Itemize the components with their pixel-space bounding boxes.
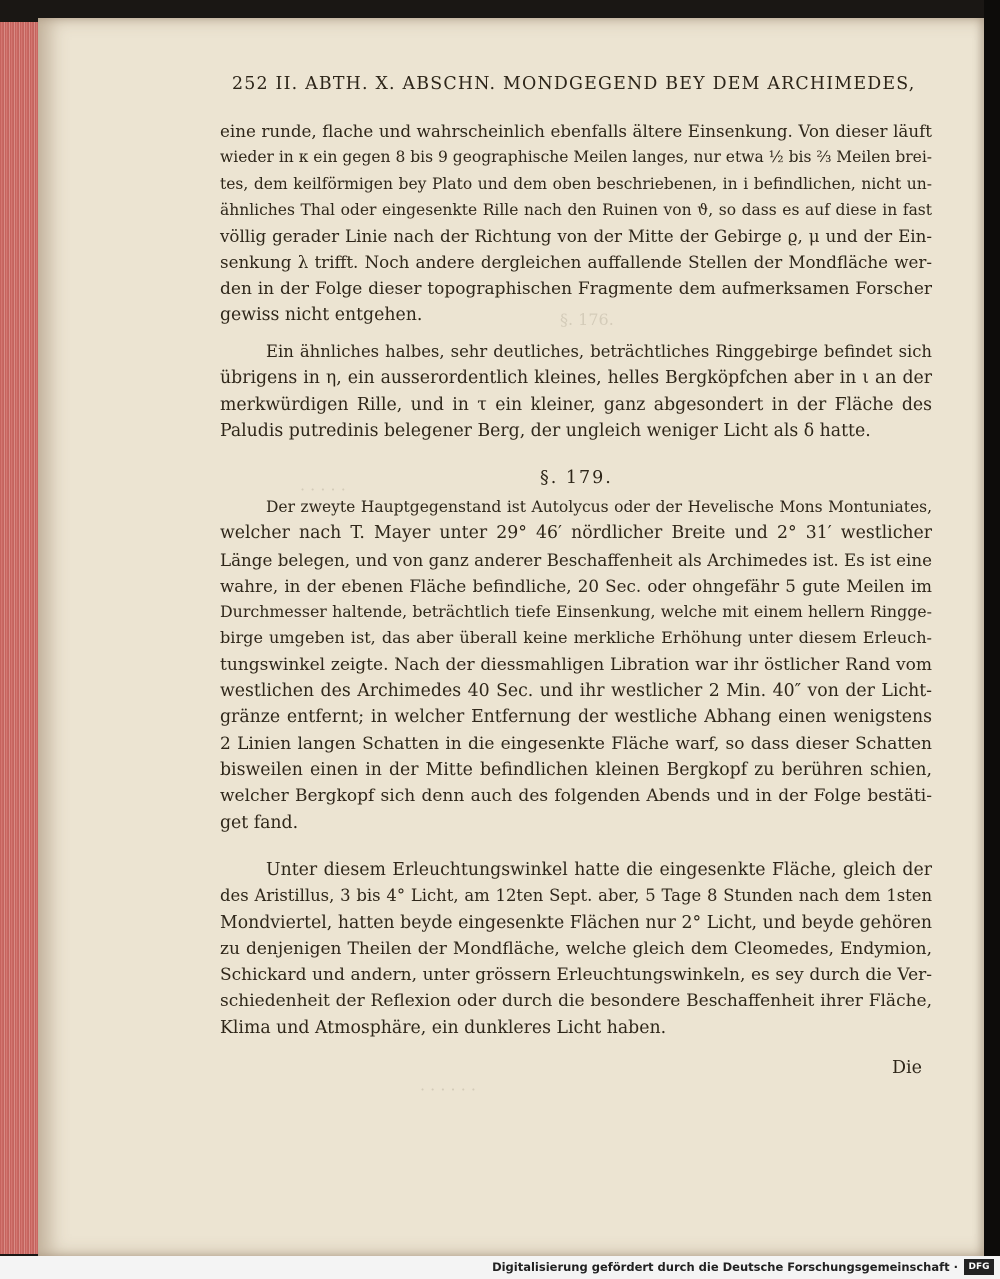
text-line: wieder in κ ein gegen 8 bis 9 geographische Meilen langes, nur etwa ½ bis ⅔ Meilen brei-: [220, 148, 933, 167]
text-line: Schickard und andern, unter grössern Erleuchtungswinkeln, es sey durch die Ver-: [220, 965, 932, 986]
text-line: Paludis putredinis belegener Berg, der ungleich weniger Licht als δ hatte.: [220, 420, 871, 441]
text-line: gränze entfernt; in welcher Entfernung der westliche Abhang einen wenigstens: [220, 707, 932, 728]
text-line: tes, dem keilförmigen bey Plato und dem oben beschriebenen, in i befindlichen, nicht un-: [220, 174, 932, 193]
text-line: tungswinkel zeigte. Nach der diessmahligen Libration war ihr östlicher Rand vom: [220, 654, 932, 675]
text-line: bisweilen einen in der Mitte befindlichen kleinen Bergkopf zu berühren schien,: [220, 759, 932, 780]
paragraph-4: [220, 857, 932, 1041]
text-line: Ein ähnliches halbes, sehr deutliches, beträchtliches Ringgebirge befindet sich: [266, 342, 932, 361]
scan-border: [984, 0, 1000, 1279]
text-line: wahre, in der ebenen Fläche befindliche, 20 Sec. oder ohngefähr 5 gute Meilen im: [220, 575, 932, 596]
text-line: eine runde, flache und wahrscheinlich ebenfalls ältere Einsenkung. Von dieser läuft: [220, 121, 932, 141]
bleed-through-text: · · · · · ·: [420, 1080, 476, 1099]
footer-credit: Digitalisierung gefördert durch die Deutsche Forschungsgemeinschaft ·: [492, 1260, 958, 1274]
text-line: übrigens in η, ein ausserordentlich kleines, helles Bergköpfchen aber in ι an der: [220, 368, 932, 389]
text-line: westlichen des Archimedes 40 Sec. und ihr westlicher 2 Min. 40″ von der Licht-: [220, 681, 932, 702]
text-line: Mondviertel, hatten beyde eingesenkte Flächen nur 2° Licht, und beyde gehören: [220, 912, 932, 933]
text-line: Der zweyte Hauptgegenstand ist Autolycus oder der Hevelische Mons Montuniates,: [266, 498, 932, 516]
text-line: welcher nach T. Mayer unter 29° 46′ nördlicher Breite und 2° 31′ westlicher: [220, 523, 932, 544]
text-line: Klima und Atmosphäre, ein dunkleres Licht haben.: [220, 1017, 667, 1038]
digitization-footer: [0, 1256, 1000, 1279]
paragraph-1: [220, 118, 932, 328]
text-line: zu denjenigen Theilen der Mondfläche, welche gleich dem Cleomedes, Endymion,: [220, 938, 932, 959]
text-line: Länge belegen, und von ganz anderer Beschaffenheit als Archimedes ist. Es ist eine: [220, 549, 932, 570]
text-line: Unter diesem Erleuchtungswinkel hatte die eingesenkte Fläche, gleich der: [266, 860, 932, 880]
paragraph-2: [220, 339, 932, 444]
text-line: 2 Linien langen Schatten in die eingesenkte Fläche warf, so dass dieser Schatten: [220, 733, 932, 754]
text-line: merkwürdigen Rille, und in τ ein kleiner, ganz abgesondert in der Fläche des: [220, 394, 932, 415]
bleed-through-text: §. 176.: [560, 310, 614, 329]
text-line: schiedenheit der Reflexion oder durch die besondere Beschaffenheit ihrer Fläche,: [220, 991, 932, 1012]
text-line: senkung λ trifft. Noch andere dergleichen auffallende Stellen der Mondfläche wer-: [220, 252, 932, 273]
catchword: Die: [892, 1058, 922, 1078]
dfg-logo-icon[interactable]: DFG: [964, 1259, 994, 1275]
text-line: gewiss nicht entgehen.: [220, 305, 423, 326]
text-line: welcher Bergkopf sich denn auch des folgenden Abends und in der Folge bestäti-: [220, 786, 932, 807]
text-line: Durchmesser haltende, beträchtlich tiefe Einsenkung, welche mit einem hellern Ringge-: [220, 602, 932, 622]
section-heading: §. 179.: [540, 468, 613, 488]
text-line: des Aristillus, 3 bis 4° Licht, am 12ten Sept. aber, 5 Tage 8 Stunden nach dem 1sten: [220, 886, 932, 906]
text-line: den in der Folge dieser topographischen Fragmente dem aufmerksamen Forscher: [220, 278, 932, 299]
bleed-through-text: · · · · ·: [300, 480, 346, 499]
text-line: get fand.: [220, 812, 299, 833]
running-header: 252 II. ABTH. X. ABSCHN. MONDGEGEND BEY DEM ARCHIMEDES,: [232, 74, 916, 94]
text-line: völlig gerader Linie nach der Richtung von der Mitte der Gebirge ϱ, μ und der Ein-: [220, 226, 932, 247]
paragraph-3: [220, 494, 932, 836]
text-line: ähnliches Thal oder eingesenkte Rille nach den Ruinen von ϑ, so dass es auf diese in fast: [220, 200, 932, 219]
text-line: birge umgeben ist, das aber überall keine merkliche Erhöhung unter diesem Erleuch-: [220, 628, 932, 648]
